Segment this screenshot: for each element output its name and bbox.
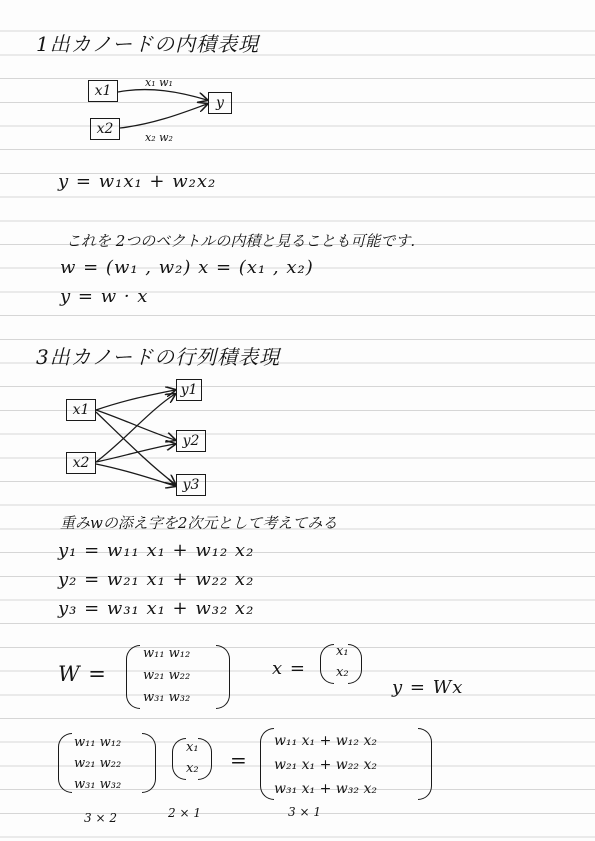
edge-x2-y1 [96, 394, 175, 462]
prodW-left-paren [58, 733, 72, 793]
x-row-1: x₁ [336, 644, 349, 659]
node3-y1: y1 [176, 379, 202, 401]
prodx-row-2: x₂ [186, 761, 199, 776]
node-x1: x1 [88, 80, 118, 102]
node3-y2: y2 [176, 430, 206, 452]
node3-x1: x1 [66, 399, 96, 421]
dot-product-equation: y = w · x [60, 286, 149, 307]
result-right-paren [418, 728, 432, 800]
result-row-2: w₂₁ x₁ + w₂₂ x₂ [274, 757, 377, 773]
section1-note: これを 2つのベクトルの内積と見ることも可能です. [66, 232, 416, 250]
prodW-row-2: w₂₁ w₂₂ [74, 756, 122, 771]
equation-y3: y₃ = w₃₁ x₁ + w₃₂ x₂ [58, 598, 255, 619]
prodW-right-paren [142, 733, 156, 793]
x-label: x = [272, 658, 306, 679]
node-x2: x2 [90, 118, 120, 140]
x-row-2: x₂ [336, 665, 349, 680]
W-row-1: w₁₁ w₁₂ [143, 646, 191, 661]
W-label: W = [58, 662, 107, 686]
dim-label-x: 2 × 1 [168, 806, 201, 820]
prodx-row-1: x₁ [186, 740, 199, 755]
result-left-paren [260, 728, 274, 800]
equals-sign: = [230, 748, 248, 772]
W-row-2: w₂₁ w₂₂ [143, 668, 191, 683]
prodW-row-1: w₁₁ w₁₂ [74, 735, 122, 750]
dim-label-result: 3 × 1 [288, 805, 321, 819]
edge-label-top: x₁ w₁ [145, 76, 173, 89]
node-y: y [208, 92, 232, 114]
edge-label-bottom: x₂ w₂ [145, 131, 173, 144]
prodx-left-paren [172, 738, 186, 780]
equation-y2: y₂ = w₂₁ x₁ + w₂₂ x₂ [58, 569, 255, 590]
section3-note: 重みwの添え字を2次元として考えてみる [60, 514, 338, 532]
x-left-paren [320, 644, 334, 684]
W-right-paren [216, 645, 230, 709]
section3-title: 3出カノードの行列積表現 [36, 345, 281, 369]
edge-x1-y2 [96, 410, 175, 440]
dim-label-W: 3 × 2 [84, 811, 117, 825]
y-equals-Wx: y = Wx [392, 677, 464, 698]
edge-x1-y3 [96, 412, 175, 484]
result-row-1: w₁₁ x₁ + w₁₂ x₂ [274, 733, 377, 749]
W-left-paren [126, 645, 140, 709]
W-row-3: w₃₁ w₃₂ [143, 690, 191, 705]
equation-y1: y₁ = w₁₁ x₁ + w₁₂ x₂ [58, 540, 255, 561]
section1-title: 1出カノードの内積表現 [36, 32, 260, 56]
result-row-3: w₃₁ x₁ + w₃₂ x₂ [274, 781, 377, 797]
node3-y3: y3 [176, 474, 206, 496]
equation-y-sum: y = w₁x₁ + w₂x₂ [58, 171, 217, 192]
vector-definitions: w = (w₁ , w₂) x = (x₁ , x₂) [60, 257, 314, 278]
edge-x1-y1 [96, 390, 175, 410]
prodW-row-3: w₃₁ w₃₂ [74, 777, 122, 792]
node3-x2: x2 [66, 452, 96, 474]
